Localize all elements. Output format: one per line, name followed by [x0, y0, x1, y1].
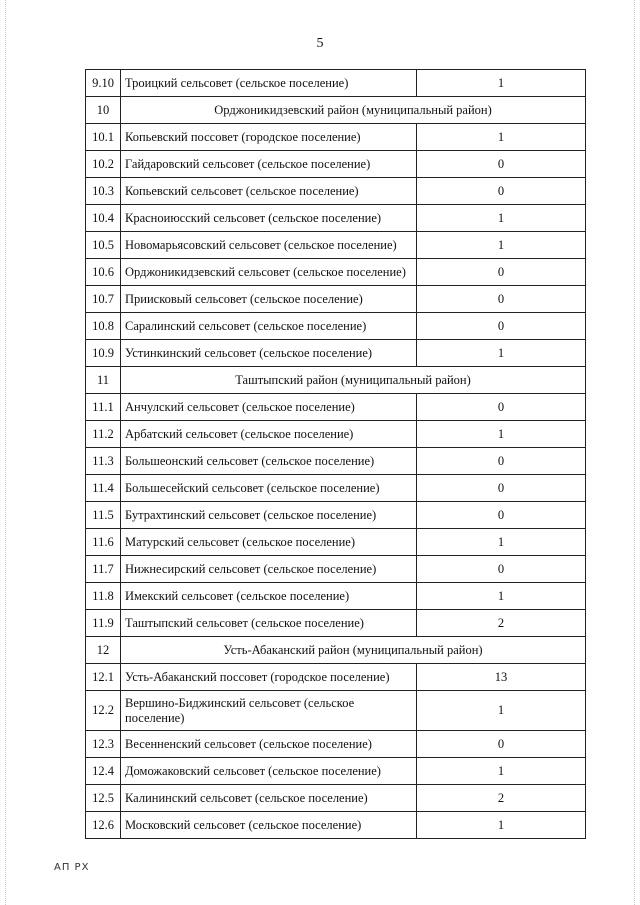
settlement-value: 0	[417, 259, 586, 286]
settlement-name: Большесейский сельсовет (сельское поселение)	[121, 475, 417, 502]
settlement-row	[86, 340, 586, 367]
settlement-name: Приисковый сельсовет (сельское поселение)	[121, 286, 417, 313]
district-header-row	[86, 97, 586, 124]
row-number: 11.4	[86, 475, 121, 502]
settlements-table-body	[86, 70, 586, 839]
settlement-value: 1	[417, 232, 586, 259]
settlements-table	[85, 69, 586, 839]
settlement-name: Калининский сельсовет (сельское поселение)	[121, 785, 417, 812]
row-number: 11.3	[86, 448, 121, 475]
settlement-row	[86, 205, 586, 232]
scan-edge-right	[634, 0, 635, 905]
settlement-name: Копьевский сельсовет (сельское поселение)	[121, 178, 417, 205]
settlement-row	[86, 421, 586, 448]
settlement-row	[86, 529, 586, 556]
settlement-name: Матурский сельсовет (сельское поселение)	[121, 529, 417, 556]
settlement-row	[86, 394, 586, 421]
district-name: Усть-Абаканский район (муниципальный район)	[121, 637, 586, 664]
row-number: 12.3	[86, 731, 121, 758]
settlement-value: 1	[417, 70, 586, 97]
settlement-value: 1	[417, 421, 586, 448]
row-number: 11.5	[86, 502, 121, 529]
settlement-row	[86, 448, 586, 475]
settlement-name: Имекский сельсовет (сельское поселение)	[121, 583, 417, 610]
settlement-value: 1	[417, 812, 586, 839]
settlement-name: Орджоникидзевский сельсовет (сельское поселение)	[121, 259, 417, 286]
settlement-name: Вершино-Биджинский сельсовет (сельское поселение)	[121, 691, 417, 731]
settlement-value: 0	[417, 151, 586, 178]
row-number: 12.6	[86, 812, 121, 839]
settlement-row	[86, 475, 586, 502]
settlement-value: 1	[417, 205, 586, 232]
settlement-row	[86, 313, 586, 340]
settlement-row	[86, 664, 586, 691]
settlement-name: Таштыпский сельсовет (сельское поселение)	[121, 610, 417, 637]
scan-edge-left	[5, 0, 6, 905]
row-number: 12.4	[86, 758, 121, 785]
settlement-row	[86, 785, 586, 812]
settlement-row	[86, 70, 586, 97]
settlement-row	[86, 286, 586, 313]
settlement-name: Московский сельсовет (сельское поселение)	[121, 812, 417, 839]
settlement-value: 0	[417, 502, 586, 529]
settlement-row	[86, 502, 586, 529]
row-number: 11.6	[86, 529, 121, 556]
settlement-value: 1	[417, 529, 586, 556]
district-header-row	[86, 637, 586, 664]
settlement-value: 0	[417, 475, 586, 502]
row-number: 10.5	[86, 232, 121, 259]
settlement-value: 0	[417, 178, 586, 205]
settlement-value: 0	[417, 286, 586, 313]
settlement-row	[86, 731, 586, 758]
row-number: 10.8	[86, 313, 121, 340]
row-number: 11.1	[86, 394, 121, 421]
page-number: 5	[316, 36, 324, 51]
row-number: 10.1	[86, 124, 121, 151]
settlement-value: 0	[417, 313, 586, 340]
settlement-value: 0	[417, 556, 586, 583]
row-number: 10.6	[86, 259, 121, 286]
settlement-value: 1	[417, 758, 586, 785]
settlement-value: 2	[417, 785, 586, 812]
row-number: 10	[86, 97, 121, 124]
settlement-row	[86, 758, 586, 785]
settlement-name: Красноиюсский сельсовет (сельское поселение)	[121, 205, 417, 232]
settlement-name: Гайдаровский сельсовет (сельское поселение)	[121, 151, 417, 178]
settlement-name: Большеонский сельсовет (сельское поселение)	[121, 448, 417, 475]
settlement-name: Весенненский сельсовет (сельское поселение)	[121, 731, 417, 758]
settlement-row	[86, 812, 586, 839]
row-number: 12.2	[86, 691, 121, 731]
settlement-row	[86, 610, 586, 637]
settlement-name: Нижнесирский сельсовет (сельское поселение)	[121, 556, 417, 583]
settlement-row	[86, 691, 586, 731]
settlement-row	[86, 259, 586, 286]
settlement-row	[86, 583, 586, 610]
row-number: 11.7	[86, 556, 121, 583]
settlement-name: Доможаковский сельсовет (сельское поселение)	[121, 758, 417, 785]
row-number: 12.1	[86, 664, 121, 691]
settlement-name: Саралинский сельсовет (сельское поселение)	[121, 313, 417, 340]
settlement-name: Бутрахтинский сельсовет (сельское поселение)	[121, 502, 417, 529]
settlement-value: 1	[417, 124, 586, 151]
settlement-name: Копьевский поссовет (городское поселение)	[121, 124, 417, 151]
settlement-name: Устинкинский сельсовет (сельское поселение)	[121, 340, 417, 367]
settlement-row	[86, 232, 586, 259]
settlement-name: Арбатский сельсовет (сельское поселение)	[121, 421, 417, 448]
settlement-name: Новомарьясовский сельсовет (сельское поселение)	[121, 232, 417, 259]
settlement-row	[86, 151, 586, 178]
row-number: 12	[86, 637, 121, 664]
row-number: 11	[86, 367, 121, 394]
settlement-value: 1	[417, 691, 586, 731]
settlement-value: 0	[417, 731, 586, 758]
settlement-value: 2	[417, 610, 586, 637]
settlement-value: 0	[417, 394, 586, 421]
row-number: 11.8	[86, 583, 121, 610]
row-number: 9.10	[86, 70, 121, 97]
row-number: 10.2	[86, 151, 121, 178]
row-number: 10.9	[86, 340, 121, 367]
archive-stamp-mark: АП РХ	[54, 862, 90, 873]
settlement-name: Троицкий сельсовет (сельское поселение)	[121, 70, 417, 97]
row-number: 12.5	[86, 785, 121, 812]
settlement-name: Усть-Абаканский поссовет (городское поселение)	[121, 664, 417, 691]
settlement-value: 13	[417, 664, 586, 691]
settlement-row	[86, 556, 586, 583]
settlement-value: 1	[417, 583, 586, 610]
district-name: Таштыпский район (муниципальный район)	[121, 367, 586, 394]
row-number: 11.9	[86, 610, 121, 637]
district-header-row	[86, 367, 586, 394]
settlement-value: 0	[417, 448, 586, 475]
row-number: 10.3	[86, 178, 121, 205]
settlement-row	[86, 178, 586, 205]
district-name: Орджоникидзевский район (муниципальный район)	[121, 97, 586, 124]
settlement-row	[86, 124, 586, 151]
settlement-value: 1	[417, 340, 586, 367]
row-number: 10.4	[86, 205, 121, 232]
row-number: 11.2	[86, 421, 121, 448]
settlement-name: Анчулский сельсовет (сельское поселение)	[121, 394, 417, 421]
row-number: 10.7	[86, 286, 121, 313]
